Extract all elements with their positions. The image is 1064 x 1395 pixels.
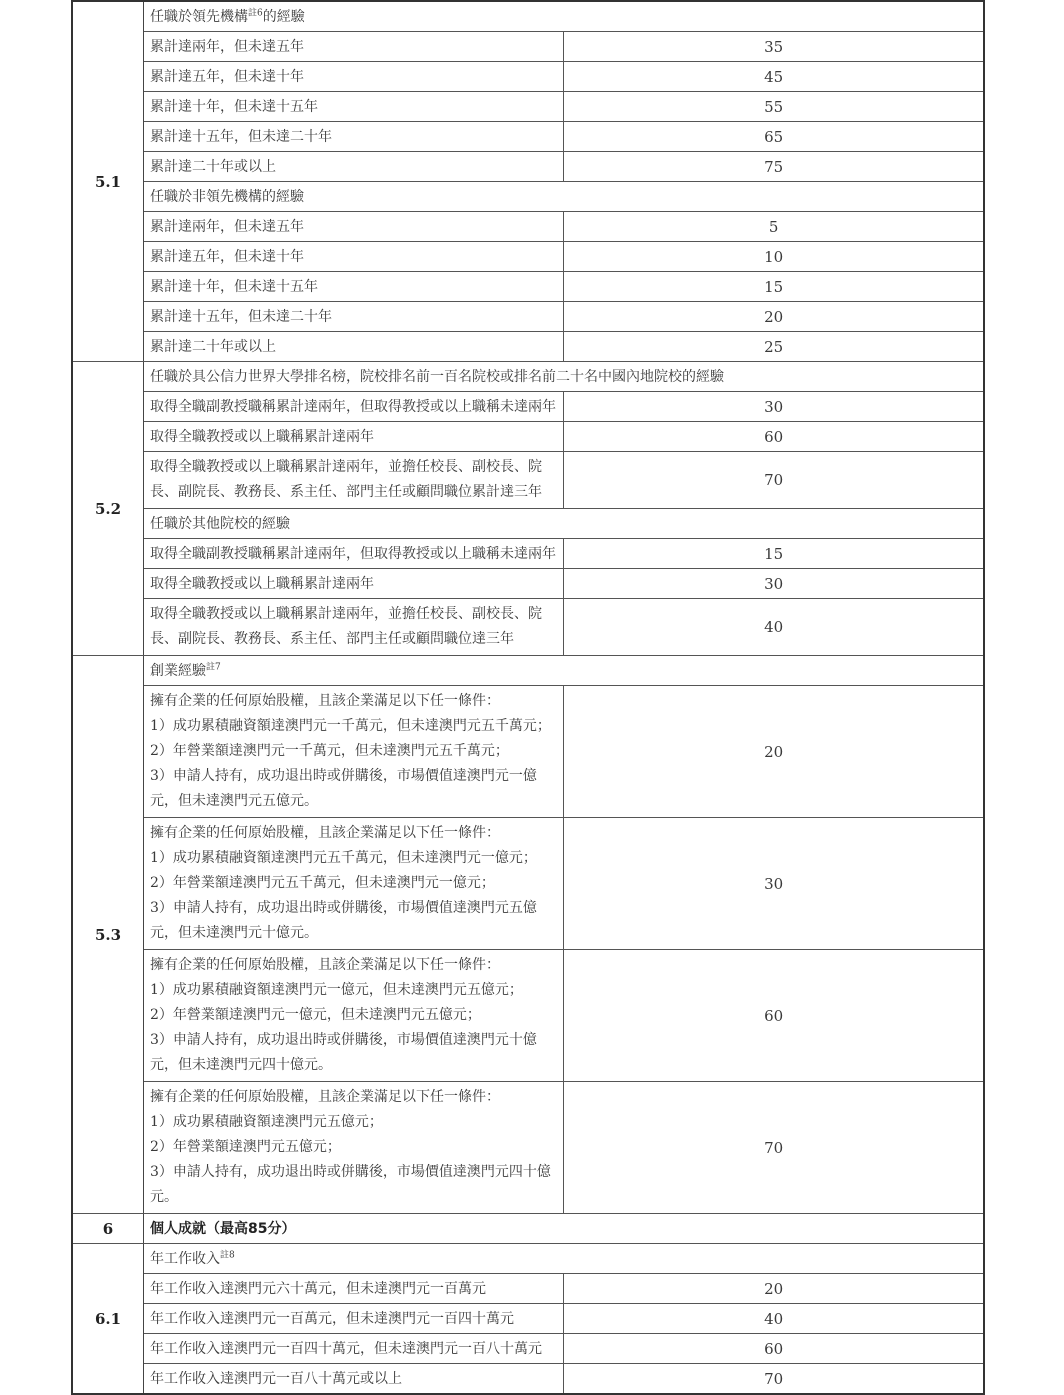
table-row (72, 1274, 984, 1304)
table-row (72, 32, 984, 62)
section-code: 6.1 (72, 1244, 144, 1395)
table-row (72, 332, 984, 362)
table-row (72, 122, 984, 152)
table-row (72, 950, 984, 1082)
criterion-label: 累計達二十年或以上 (144, 152, 564, 182)
table-row (72, 182, 984, 212)
subsection-heading: 任職於具公信力世界大學排名榜，院校排名前一百名院校或排名前二十名中國內地院校的經驗 (144, 362, 985, 392)
criterion-label: 年工作收入達澳門元一百八十萬元或以上 (144, 1364, 564, 1395)
criterion-label: 累計達二十年或以上 (144, 332, 564, 362)
criterion-label: 累計達五年，但未達十年 (144, 62, 564, 92)
table-row (72, 569, 984, 599)
table-row (72, 392, 984, 422)
points-table-page (71, 0, 985, 1395)
score-value: 40 (564, 1304, 984, 1334)
score-value: 45 (564, 62, 984, 92)
table-row (72, 422, 984, 452)
score-value: 60 (564, 422, 984, 452)
score-value: 35 (564, 32, 984, 62)
score-value: 70 (564, 1082, 984, 1214)
score-value: 10 (564, 242, 984, 272)
table-row (72, 818, 984, 950)
section-code: 6 (72, 1214, 144, 1244)
criterion-label: 累計達十五年，但未達二十年 (144, 302, 564, 332)
score-value: 30 (564, 392, 984, 422)
score-value: 40 (564, 599, 984, 656)
points-table (71, 0, 985, 1395)
table-row (72, 362, 984, 392)
footnote-ref: 註8 (220, 1249, 235, 1260)
score-value: 65 (564, 122, 984, 152)
score-value: 75 (564, 152, 984, 182)
score-value: 5 (564, 212, 984, 242)
subsection-heading: 任職於其他院校的經驗 (144, 509, 985, 539)
table-row (72, 1, 984, 32)
score-value: 60 (564, 950, 984, 1082)
score-value: 70 (564, 1364, 984, 1395)
score-value: 25 (564, 332, 984, 362)
criterion-label: 累計達十五年，但未達二十年 (144, 122, 564, 152)
subsection-heading: 任職於領先機構$^{註6}$的經驗 (144, 1, 985, 32)
criterion-label: 取得全職教授或以上職稱累計達兩年 (144, 569, 564, 599)
criterion-label: 擁有企業的任何原始股權，且該企業滿足以下任一條件： 1）成功累積融資額達澳門元五億元； 2）年營業額達澳門元五億元； 3）申請人持有，成功退出時或併購後，市場價值達澳門元四十億元。 (144, 1082, 564, 1214)
table-row (72, 686, 984, 818)
criterion-label: 累計達兩年，但未達五年 (144, 32, 564, 62)
criterion-label: 取得全職教授或以上職稱累計達兩年 (144, 422, 564, 452)
criterion-label: 累計達五年，但未達十年 (144, 242, 564, 272)
table-row (72, 1364, 984, 1395)
section-title: 個人成就（最高85分） (144, 1214, 985, 1244)
table-row (72, 539, 984, 569)
table-row (72, 509, 984, 539)
table-row (72, 302, 984, 332)
subsection-heading: 創業經驗$^{註7}$ (144, 656, 985, 686)
table-row (72, 1082, 984, 1214)
table-row (72, 212, 984, 242)
criterion-label: 擁有企業的任何原始股權，且該企業滿足以下任一條件： 1）成功累積融資額達澳門元一億元，但未達澳門元五億元； 2）年營業額達澳門元一億元，但未達澳門元五億元； 3）申請人持有，成功退出時或併購後，市場價值達澳門元十億元，但未達澳門元四十億元。 (144, 950, 564, 1082)
section-code: 5.2 (72, 362, 144, 656)
score-value: 20 (564, 302, 984, 332)
table-row (72, 272, 984, 302)
score-value: 20 (564, 686, 984, 818)
score-value: 30 (564, 818, 984, 950)
criterion-label: 擁有企業的任何原始股權，且該企業滿足以下任一條件： 1）成功累積融資額達澳門元五千萬元，但未達澳門元一億元； 2）年營業額達澳門元五千萬元，但未達澳門元一億元； 3）申請人持有，成功退出時或併購後，市場價值達澳門元五億元，但未達澳門元十億元。 (144, 818, 564, 950)
table-row (72, 92, 984, 122)
criterion-label: 取得全職副教授職稱累計達兩年，但取得教授或以上職稱未達兩年 (144, 539, 564, 569)
score-value: 15 (564, 539, 984, 569)
table-row (72, 1334, 984, 1364)
criterion-label: 累計達十年，但未達十五年 (144, 272, 564, 302)
table-row (72, 1304, 984, 1334)
section-code: 5.3 (72, 656, 144, 1214)
criterion-label: 累計達十年，但未達十五年 (144, 92, 564, 122)
subsection-heading: 年工作收入$^{註8}$ (144, 1244, 985, 1274)
footnote-ref: 註6 (248, 7, 263, 18)
criterion-label: 累計達兩年，但未達五年 (144, 212, 564, 242)
criterion-label: 取得全職教授或以上職稱累計達兩年，並擔任校長、副校長、院長、副院長、教務長、系主任、部門主任或顧問職位累計達三年 (144, 452, 564, 509)
table-row (72, 1244, 984, 1274)
score-value: 55 (564, 92, 984, 122)
score-value: 30 (564, 569, 984, 599)
criterion-label: 取得全職教授或以上職稱累計達兩年，並擔任校長、副校長、院長、副院長、教務長、系主任、部門主任或顧問職位達三年 (144, 599, 564, 656)
table-row (72, 1214, 984, 1244)
criterion-label: 年工作收入達澳門元一百萬元，但未達澳門元一百四十萬元 (144, 1304, 564, 1334)
table-row (72, 656, 984, 686)
table-row (72, 152, 984, 182)
criterion-label: 取得全職副教授職稱累計達兩年，但取得教授或以上職稱未達兩年 (144, 392, 564, 422)
table-row (72, 242, 984, 272)
table-row (72, 452, 984, 509)
footnote-ref: 註7 (206, 661, 221, 672)
table-row (72, 62, 984, 92)
criterion-label: 年工作收入達澳門元一百四十萬元，但未達澳門元一百八十萬元 (144, 1334, 564, 1364)
score-value: 15 (564, 272, 984, 302)
section-code: 5.1 (72, 1, 144, 362)
criterion-label: 擁有企業的任何原始股權，且該企業滿足以下任一條件： 1）成功累積融資額達澳門元一千萬元，但未達澳門元五千萬元； 2）年營業額達澳門元一千萬元，但未達澳門元五千萬元； 3）申請人持有，成功退出時或併購後，市場價值達澳門元一億元，但未達澳門元五億元。 (144, 686, 564, 818)
score-value: 70 (564, 452, 984, 509)
table-row (72, 599, 984, 656)
score-value: 60 (564, 1334, 984, 1364)
score-value: 20 (564, 1274, 984, 1304)
criterion-label: 年工作收入達澳門元六十萬元，但未達澳門元一百萬元 (144, 1274, 564, 1304)
subsection-heading: 任職於非領先機構的經驗 (144, 182, 985, 212)
